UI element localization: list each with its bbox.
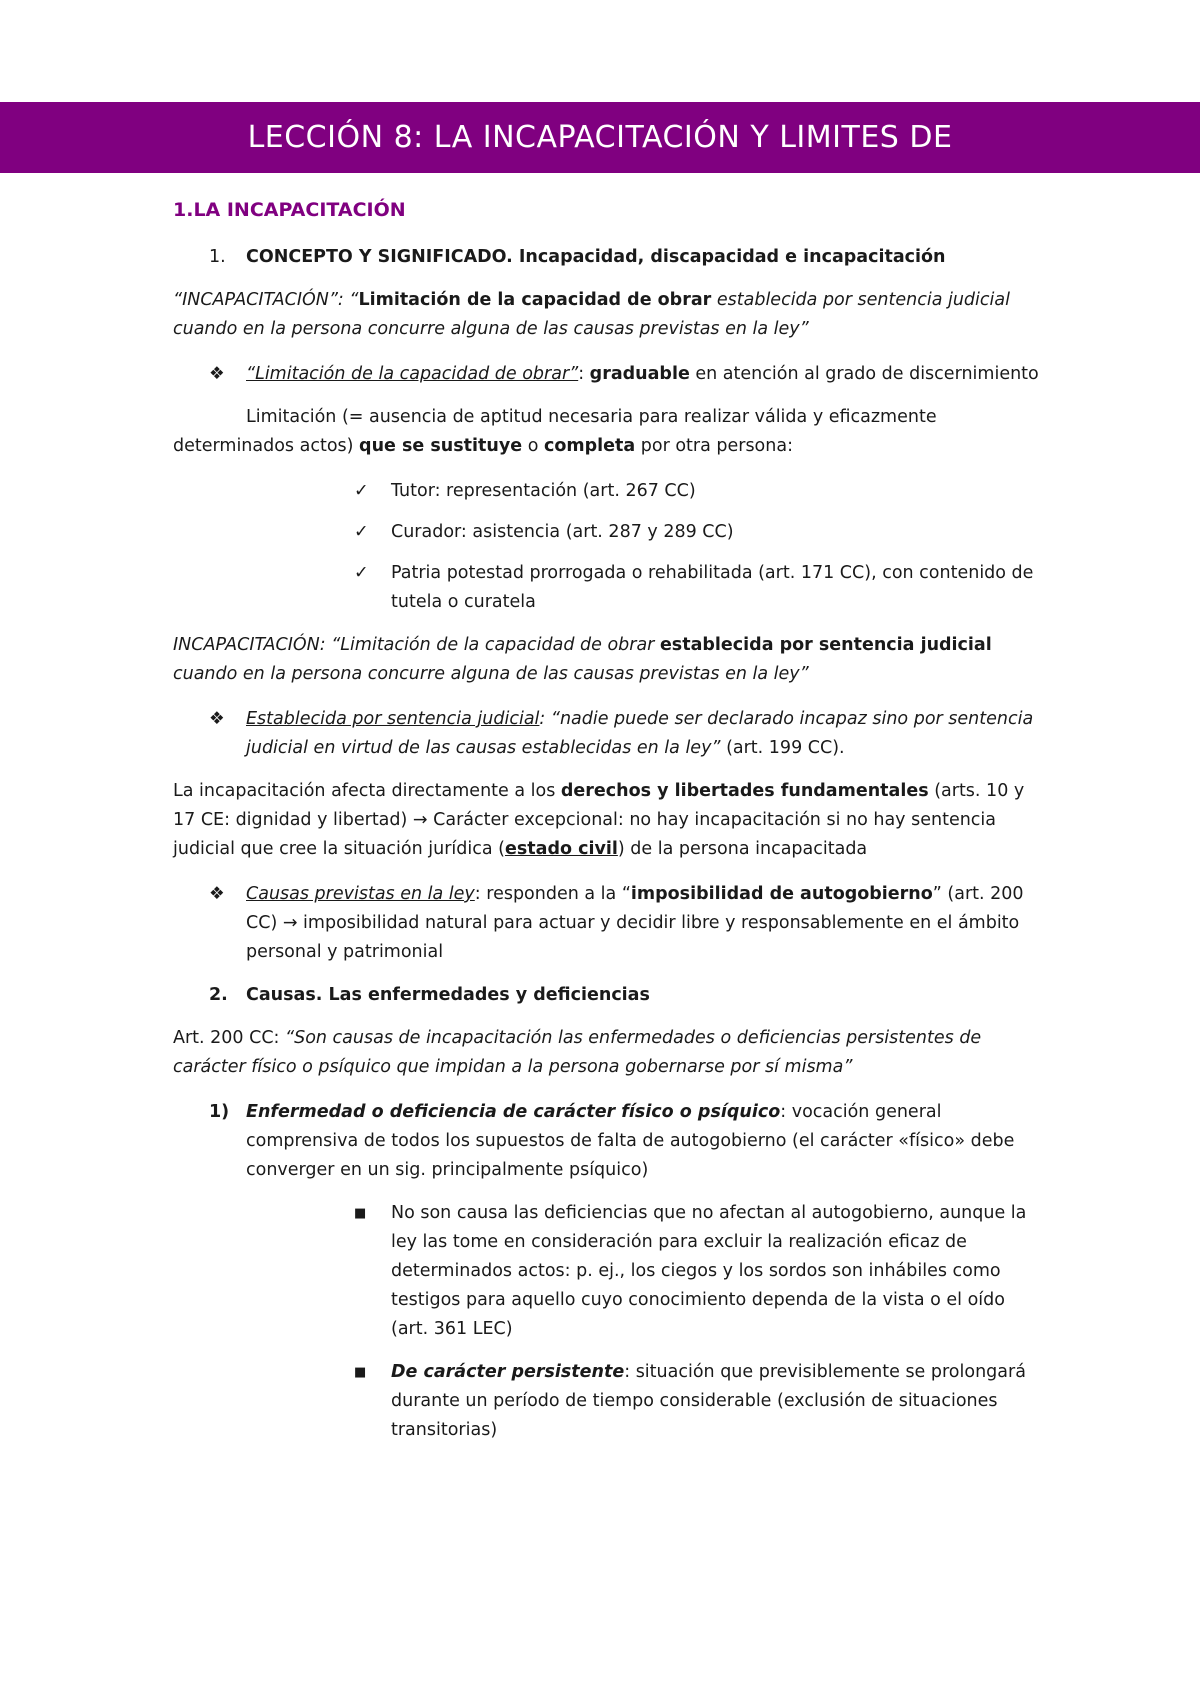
sub-numbered-item: 1) Enfermedad o deficiencia de carácter físico o psíquico: vocación general comprensiva de todos los supuestos de falta de autogobierno (el carácter «físico» debe converger en un sig. principalmente psíquico) [173,1098,1043,1185]
checkmark-icon: ✓ [354,563,369,583]
check-item: ✓ Curador: asistencia (art. 287 y 289 CC) [173,518,1043,547]
heading-text: Causas. Las enfermedades y deficiencias [246,985,650,1005]
list-number: 2. [209,985,228,1005]
numbered-heading-1 [173,243,1043,272]
numbered-heading-2 [173,981,1043,1010]
limitacion-paragraph: Limitación (= ausencia de aptitud necesaria para realizar válida y eficazmente determinados actos) que se sustituye o completa por otra persona: [173,407,937,456]
diamond-bullet-icon: ❖ [209,884,225,904]
bullet-item: ❖ Establecida por sentencia judicial: “nadie puede ser declarado incapaz sino por sentencia judicial en virtud de las causas establecidas en la ley” (art. 199 CC). [173,705,1043,763]
bullet-item: ❖ Causas previstas en la ley: responden a la “imposibilidad de autogobierno” (art. 200 CC) → imposibilidad natural para actuar y decidir libre y responsablemente en el ámbito personal y patrimonial [173,880,1043,967]
document-body [173,196,1043,1459]
diamond-bullet-icon: ❖ [209,709,225,729]
diamond-bullet-icon: ❖ [209,364,225,384]
afecta-paragraph: La incapacitación afecta directamente a los derechos y libertades fundamentales (arts. 10 y 17 CE: dignidad y libertad) → Carácter excepcional: no hay incapacitación si no hay sentencia judicial que cree la situación jurídica (estado civil) de la persona incapacitada [173,781,1025,859]
check-item: ✓ Patria potestad prorrogada o rehabilitada (art. 171 CC), con contenido de tutela o curatela [173,559,1043,617]
checkmark-icon: ✓ [354,481,369,501]
list-number: 1. [209,247,226,267]
bullet-item: ❖ “Limitación de la capacidad de obrar”: graduable en atención al grado de discernimiento [173,360,1043,389]
lesson-title-banner [0,102,1200,173]
heading-part-b: Incapacidad, discapacidad e incapacitación [512,247,946,267]
list-number: 1) [209,1102,230,1122]
square-bullet-icon: ■ [354,1365,367,1380]
square-bullet-item: ■ De carácter persistente: situación que previsiblemente se prolongará durante un período de tiempo considerable (exclusión de situaciones transitorias) [173,1358,1043,1445]
check-item: ✓ Tutor: representación (art. 267 CC) [173,477,1043,506]
art200-paragraph: Art. 200 CC: “Son causas de incapacitación las enfermedades o deficiencias persistentes de carácter físico o psíquico que impidan a la persona gobernarse por sí misma” [173,1028,982,1077]
lesson-title: LECCIÓN 8: LA INCAPACITACIÓN Y LIMITES DE [247,120,953,155]
heading-part-a: CONCEPTO Y SIGNIFICADO. [246,247,513,267]
checkmark-icon: ✓ [354,522,369,542]
square-bullet-icon: ■ [354,1206,367,1221]
section-heading: 1.LA INCAPACITACIÓN [173,199,406,221]
definition-paragraph: “INCAPACITACIÓN”: “Limitación de la capacidad de obrar establecida por sentencia judicial cuando en la persona concurre alguna de las causas previstas en la ley” [173,290,1010,339]
definition-paragraph-2: INCAPACITACIÓN: “Limitación de la capacidad de obrar establecida por sentencia judicial cuando en la persona concurre alguna de las causas previstas en la ley” [173,635,992,684]
square-bullet-item: ■ No son causa las deficiencias que no afectan al autogobierno, aunque la ley las tome en consideración para excluir la realización eficaz de determinados actos: p. ej., los ciegos y los sordos son inhábiles como testigos para aquello cuyo conocimiento dependa de la vista o el oído (art. 361 LEC) [173,1199,1043,1344]
